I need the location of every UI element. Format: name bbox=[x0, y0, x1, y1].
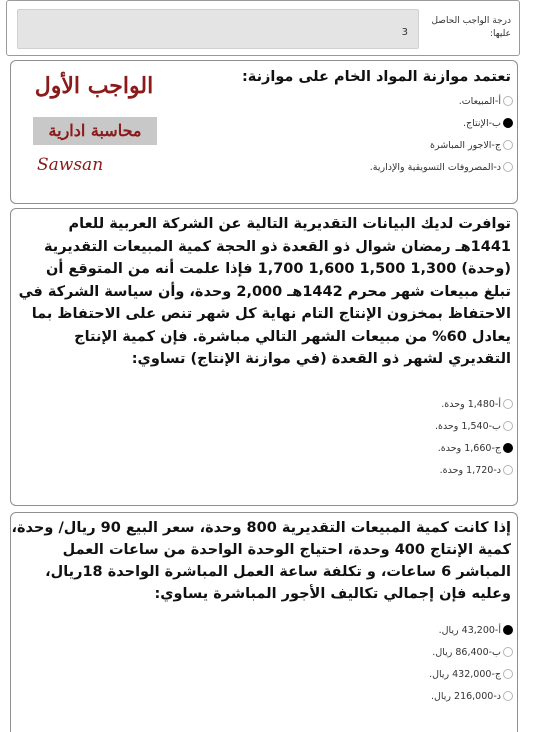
question-text: إذا كانت كمية المبيعات التقديرية 800 وحدة، سعر البيع 90 ريال/ وحدة، كمية الإنتاج 400 وحدة، احتياج الوحدة الواحدة من ساعات العمل المباشر 6 ساعات، و تكلفة ساعة العمل المباشرة الواحدة 18ريال، وعليه فإن إجمالي تكاليف الأجور المباشرة يساوي: bbox=[11, 520, 511, 602]
answer-option[interactable] bbox=[429, 667, 513, 681]
answer-option[interactable] bbox=[438, 441, 513, 455]
radio-button-selected[interactable] bbox=[503, 443, 513, 453]
option-label: ب-1,540 وحدة. bbox=[434, 420, 501, 432]
radio-button[interactable] bbox=[503, 421, 513, 431]
radio-button[interactable] bbox=[503, 647, 513, 657]
question-card-3 bbox=[10, 512, 518, 732]
answer-option[interactable] bbox=[463, 116, 513, 130]
answer-option[interactable] bbox=[440, 463, 513, 477]
option-label: د-1,720 وحدة. bbox=[439, 464, 501, 476]
radio-button[interactable] bbox=[503, 691, 513, 701]
grade-value-field bbox=[17, 9, 419, 49]
answer-option[interactable] bbox=[441, 397, 513, 411]
answer-option[interactable] bbox=[435, 419, 513, 433]
radio-button[interactable] bbox=[503, 96, 513, 106]
answer-option[interactable] bbox=[431, 689, 513, 703]
grade-panel bbox=[6, 0, 520, 56]
logo-subtitle: محاسبة ادارية bbox=[33, 117, 157, 145]
radio-button-selected[interactable] bbox=[503, 118, 513, 128]
option-label: ج-432,000 ريال. bbox=[429, 668, 501, 680]
option-label: د-المصروفات التسويقية والإدارية. bbox=[369, 161, 501, 173]
question-card-1 bbox=[10, 60, 518, 204]
option-label: أ-1,480 وحدة. bbox=[441, 398, 501, 410]
grade-value: 3 bbox=[401, 27, 408, 38]
option-label: د-216,000 ريال. bbox=[430, 690, 501, 702]
grade-label: درجة الواجب الحاصل عليها: bbox=[431, 16, 511, 39]
radio-button[interactable] bbox=[503, 465, 513, 475]
radio-button-selected[interactable] bbox=[503, 625, 513, 635]
answer-option[interactable] bbox=[430, 138, 513, 152]
option-label: أ-المبيعات. bbox=[458, 95, 501, 107]
question-card-2 bbox=[10, 208, 518, 506]
homework-logo bbox=[27, 73, 161, 173]
radio-button[interactable] bbox=[503, 140, 513, 150]
option-label: ب-86,400 ريال. bbox=[432, 646, 501, 658]
answer-option[interactable] bbox=[439, 623, 513, 637]
answer-option[interactable] bbox=[459, 94, 513, 108]
option-label: ج-الاجور المباشرة bbox=[430, 139, 501, 151]
option-label: ج-1,660 وحدة. bbox=[437, 442, 501, 454]
option-label: ب-الإنتاج. bbox=[463, 117, 501, 129]
logo-title: الواجب الأول bbox=[34, 73, 154, 99]
question-text: تعتمد موازنة المواد الخام على موازنة: bbox=[241, 69, 511, 85]
radio-button[interactable] bbox=[503, 162, 513, 172]
answer-option[interactable] bbox=[370, 160, 513, 174]
question-text: توافرت لديك البيانات التقديرية التالية عن الشركة العربية للعام 1441هـ رمضان شوال ذو القعدة ذو الحجة كمية المبيعات التقديرية (وحدة) 1,300 1,500 1,600 1,700 فإذا علمت أنه من المتوقع أن تبلغ مبيعات شهر محرم 1442هـ 2,000 وحدة، وأن سياسة الشركة في الاحتفاظ بمخزون الإنتاج التام نهاية كل شهر تنص على الاحتفاظ بما يعادل 60% من مبيعات الشهر التالي مباشرة. فإن كمية الإنتاج التقديري لشهر ذو القعدة (في موازنة الإنتاج) تساوي: bbox=[18, 216, 511, 367]
radio-button[interactable] bbox=[503, 399, 513, 409]
answer-option[interactable] bbox=[432, 645, 513, 659]
logo-signature: Sawsan bbox=[37, 155, 104, 175]
option-label: أ-43,200 ريال. bbox=[438, 624, 501, 636]
radio-button[interactable] bbox=[503, 669, 513, 679]
